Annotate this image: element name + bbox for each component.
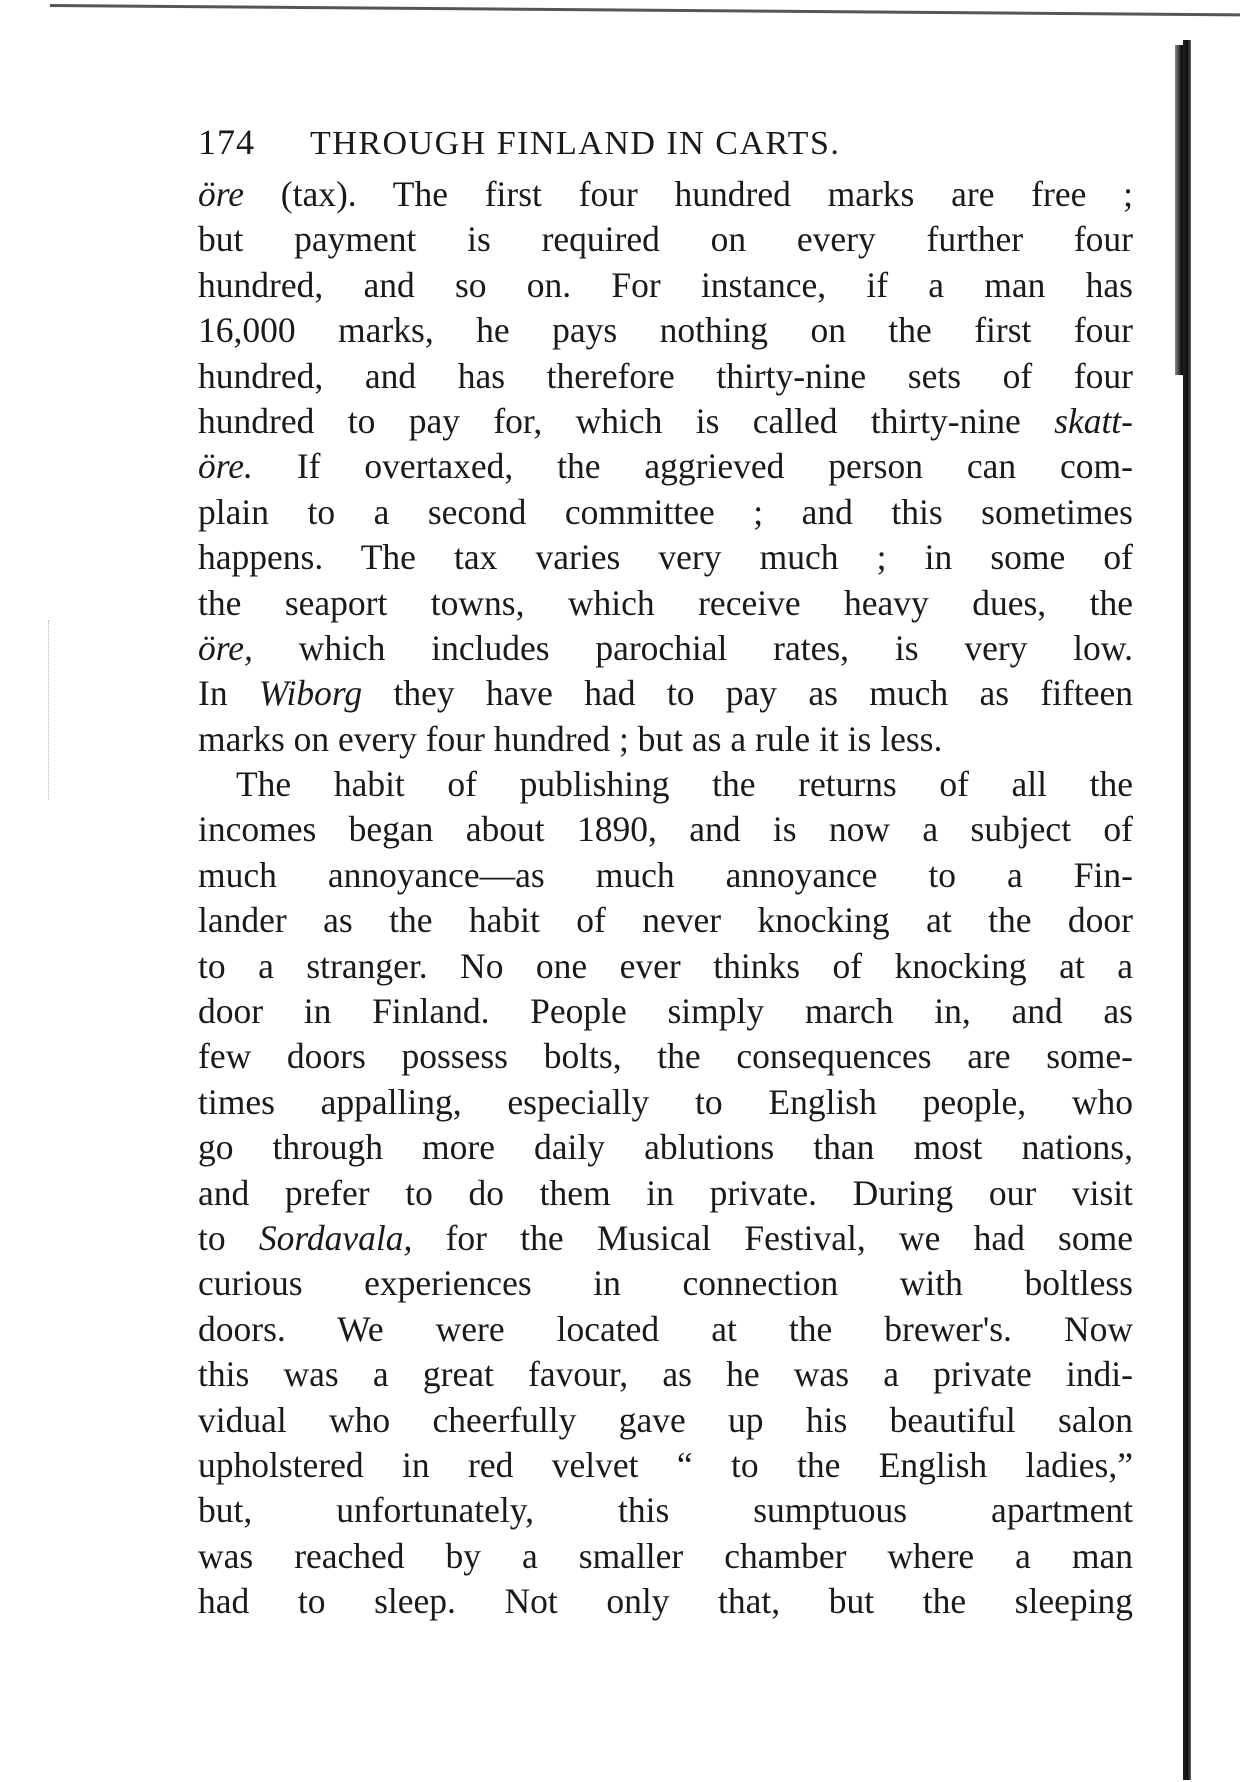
text-line: hundred, and so on. For instance, if a man has bbox=[198, 264, 1133, 305]
text-line: but payment is required on every further four bbox=[198, 219, 1133, 260]
text-line: plain to a second committee ; and this sometimes bbox=[198, 491, 1133, 532]
text-line: the seaport towns, which receive heavy dues, the bbox=[198, 582, 1133, 623]
text-line: hundred to pay for, which is called thirty-nine skatt- bbox=[198, 400, 1133, 441]
text-line: to a stranger. No one ever thinks of knocking at a bbox=[198, 945, 1133, 986]
scan-margin-specks bbox=[48, 620, 61, 800]
text-line: and prefer to do them in private. During our visit bbox=[198, 1172, 1133, 1213]
text-line: to Sordavala, for the Musical Festival, we had some bbox=[198, 1217, 1133, 1258]
text-line: lander as the habit of never knocking at the door bbox=[198, 900, 1133, 941]
text-line: upholstered in red velvet “ to the English ladies,” bbox=[198, 1444, 1133, 1485]
text-line: door in Finland. People simply march in, and as bbox=[198, 991, 1133, 1032]
text-line: 16,000 marks, he pays nothing on the first four bbox=[198, 310, 1133, 351]
running-title: THROUGH FINLAND IN CARTS. bbox=[310, 125, 841, 162]
text-line: doors. We were located at the brewer's. Now bbox=[198, 1308, 1133, 1349]
book-page bbox=[198, 120, 1133, 1625]
scan-top-border bbox=[50, 4, 1240, 16]
scan-right-border bbox=[1183, 40, 1191, 1780]
text-line: happens. The tax varies very much ; in some of bbox=[198, 537, 1133, 578]
text-line: öre (tax). The first four hundred marks are free ; bbox=[198, 174, 1133, 214]
paragraph-start-line: The habit of publishing the returns of all the bbox=[236, 764, 1133, 805]
text-line: was reached by a smaller chamber where a man bbox=[198, 1535, 1133, 1576]
text-line: öre, which includes parochial rates, is very low. bbox=[198, 627, 1133, 668]
text-line: hundred, and has therefore thirty-nine sets of four bbox=[198, 355, 1133, 396]
text-line: öre. If overtaxed, the aggrieved person can com- bbox=[198, 446, 1133, 487]
text-line: vidual who cheerfully gave up his beautiful salon bbox=[198, 1399, 1133, 1440]
text-line: curious experiences in connection with boltless bbox=[198, 1263, 1133, 1304]
paragraph-end-line: marks on every four hundred ; but as a rule it is less. bbox=[198, 718, 943, 759]
text-line: times appalling, especially to English people, who bbox=[198, 1081, 1133, 1122]
text-line: few doors possess bolts, the consequences are some- bbox=[198, 1036, 1133, 1077]
text-line: this was a great favour, as he was a private indi- bbox=[198, 1354, 1133, 1395]
body-text bbox=[198, 172, 1133, 1625]
text-line: In Wiborg they have had to pay as much as fifteen bbox=[198, 673, 1133, 714]
page-number: 174 bbox=[198, 122, 255, 162]
running-head bbox=[198, 120, 1133, 168]
text-line: but, unfortunately, this sumptuous apartment bbox=[198, 1490, 1133, 1531]
text-line: incomes began about 1890, and is now a subject of bbox=[198, 809, 1133, 850]
text-line: much annoyance—as much annoyance to a Fin- bbox=[198, 854, 1133, 895]
text-line: had to sleep. Not only that, but the sleeping bbox=[198, 1581, 1133, 1622]
text-line: go through more daily ablutions than most nations, bbox=[198, 1127, 1133, 1168]
